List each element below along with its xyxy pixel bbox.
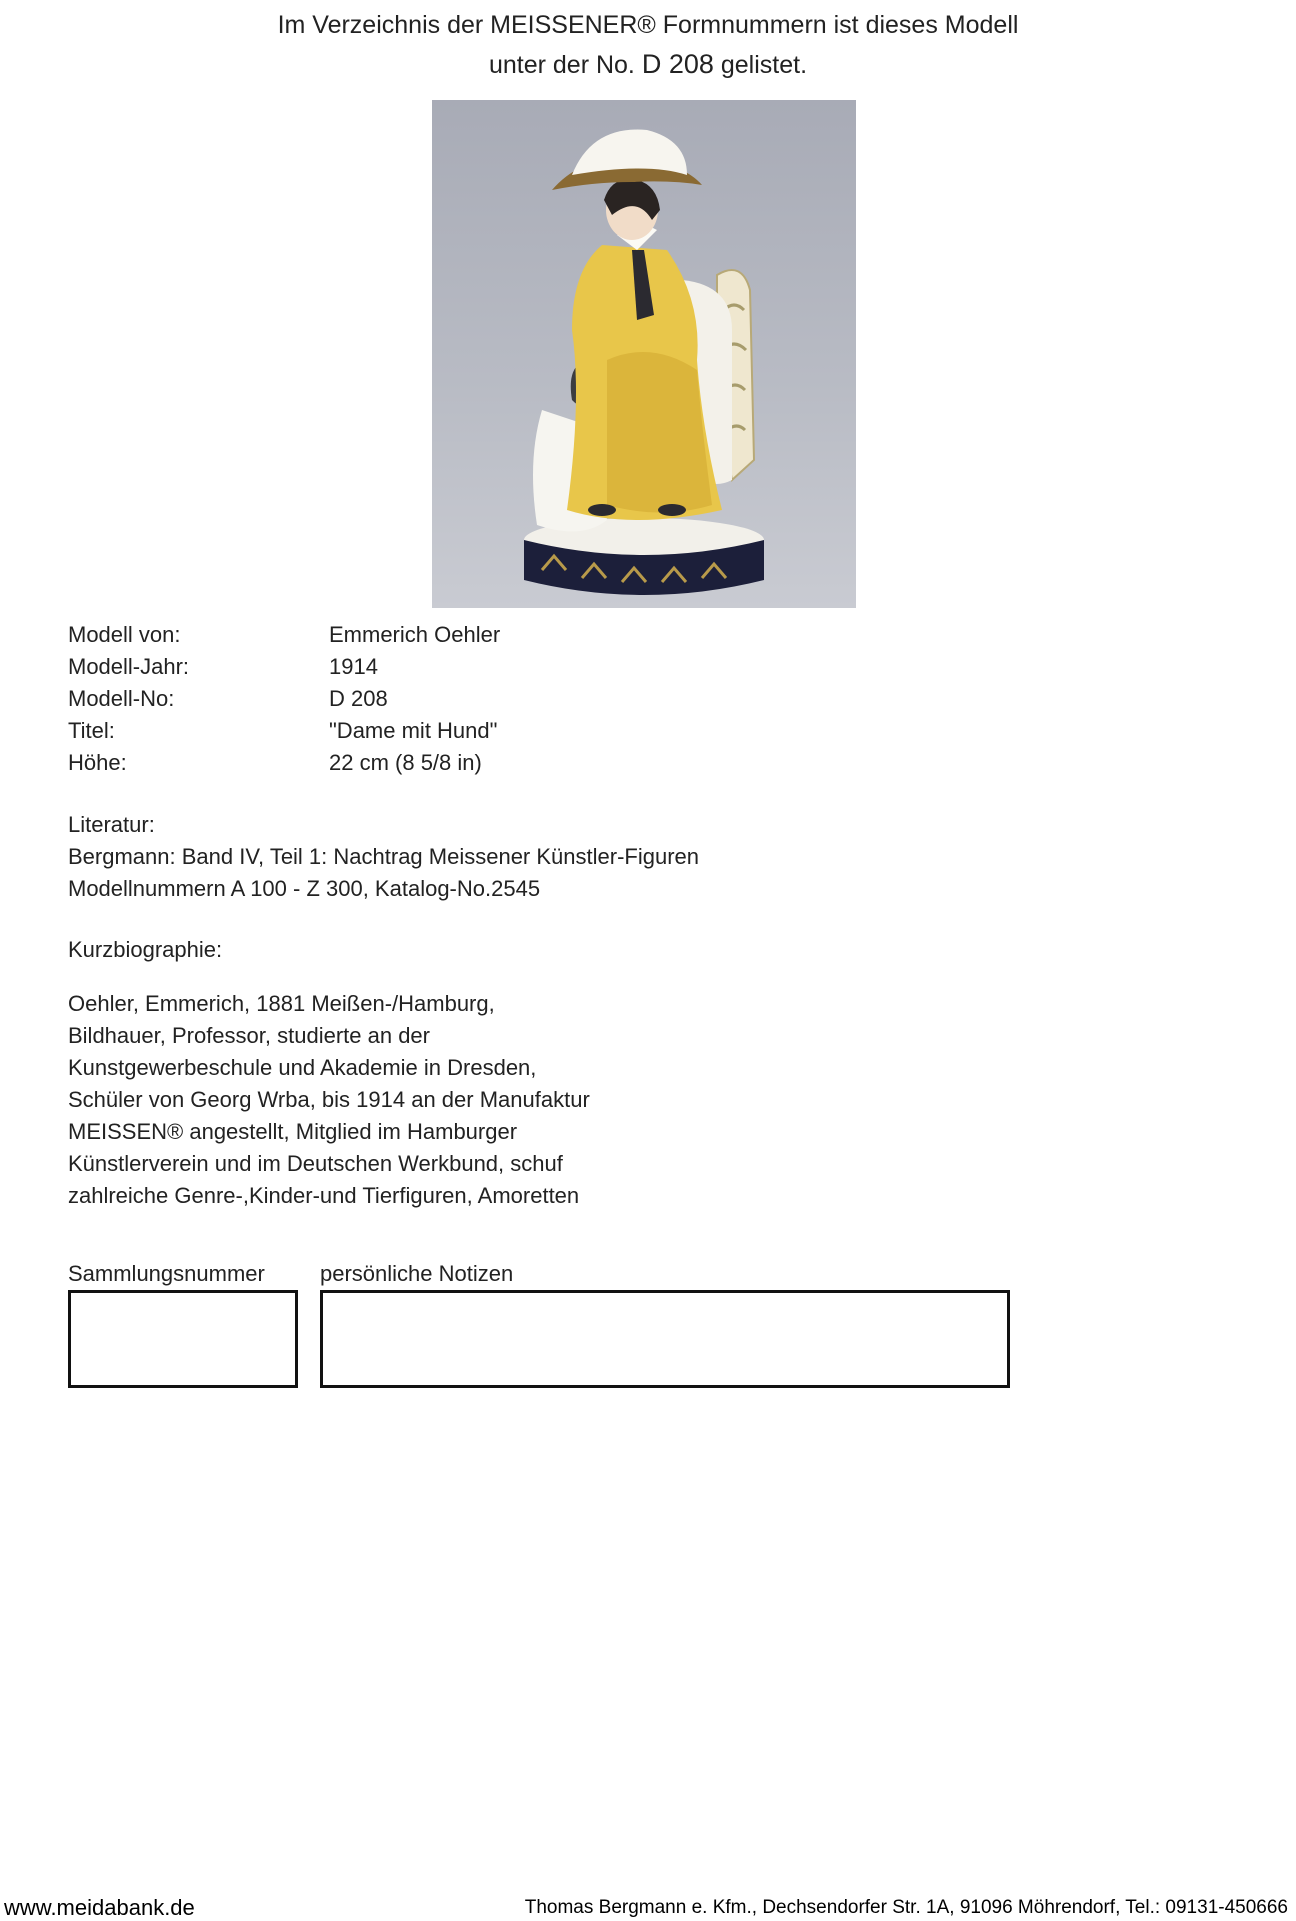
detail-value: Emmerich Oehler	[329, 622, 501, 647]
biography-text	[68, 988, 688, 1212]
detail-value: "Dame mit Hund"	[329, 718, 498, 743]
detail-value: 1914	[329, 654, 378, 679]
detail-value: D 208	[329, 686, 388, 711]
figurine-photo	[432, 100, 856, 608]
biography-line: Schüler von Georg Wrba, bis 1914 an der Manufaktur	[68, 1087, 590, 1112]
biography-line: MEISSEN® angestellt, Mitglied im Hamburger	[68, 1119, 518, 1144]
biography-line: Kunstgewerbeschule und Akademie in Dresden,	[68, 1055, 537, 1080]
header-line-2	[0, 45, 1296, 85]
literature-line: Bergmann: Band IV, Teil 1: Nachtrag Meissener Künstler-Figuren	[68, 844, 699, 869]
header-line-1: Im Verzeichnis der MEISSENER® Formnummern ist dieses Modell	[277, 11, 1019, 39]
biography-line: Bildhauer, Professor, studierte an der	[68, 1023, 430, 1048]
detail-row-height	[68, 747, 968, 779]
detail-row-title	[68, 715, 968, 747]
biography-line: Oehler, Emmerich, 1881 Meißen-/Hamburg,	[68, 991, 495, 1016]
footer-website: www.meidabank.de	[4, 1895, 195, 1920]
detail-label: Höhe:	[68, 750, 127, 775]
header-line-2-suffix: gelistet.	[720, 51, 808, 79]
detail-row-model-by	[68, 619, 968, 651]
detail-label: Modell-No:	[68, 686, 175, 711]
page-header	[0, 6, 1296, 85]
biography-line: zahlreiche Genre-,Kinder-und Tierfiguren, Amoretten	[68, 1183, 580, 1208]
collection-number-label: Sammlungsnummer	[68, 1261, 265, 1286]
detail-row-model-no	[68, 683, 968, 715]
header-line-2-prefix: unter der No.	[488, 51, 635, 79]
detail-label: Modell-Jahr:	[68, 654, 190, 679]
collection-number-field[interactable]	[68, 1290, 298, 1388]
personal-notes-field[interactable]	[320, 1290, 1010, 1388]
header-model-number: D 208	[641, 49, 714, 79]
detail-label: Modell von:	[68, 622, 181, 647]
personal-notes-label: persönliche Notizen	[320, 1261, 514, 1286]
literature-heading: Literatur:	[68, 812, 155, 837]
biography-heading: Kurzbiographie:	[68, 937, 223, 962]
biography-line: Künstlerverein und im Deutschen Werkbund, schuf	[68, 1151, 563, 1176]
model-details	[68, 619, 968, 779]
literature-text	[68, 841, 968, 905]
literature-line: Modellnummern A 100 - Z 300, Katalog-No.2545	[68, 876, 541, 901]
detail-row-model-year	[68, 651, 968, 683]
detail-value: 22 cm (8 5/8 in)	[329, 750, 482, 775]
detail-label: Titel:	[68, 718, 115, 743]
footer-address: Thomas Bergmann e. Kfm., Dechsendorfer Str. 1A, 91096 Möhrendorf, Tel.: 09131-450666	[524, 1897, 1288, 1918]
